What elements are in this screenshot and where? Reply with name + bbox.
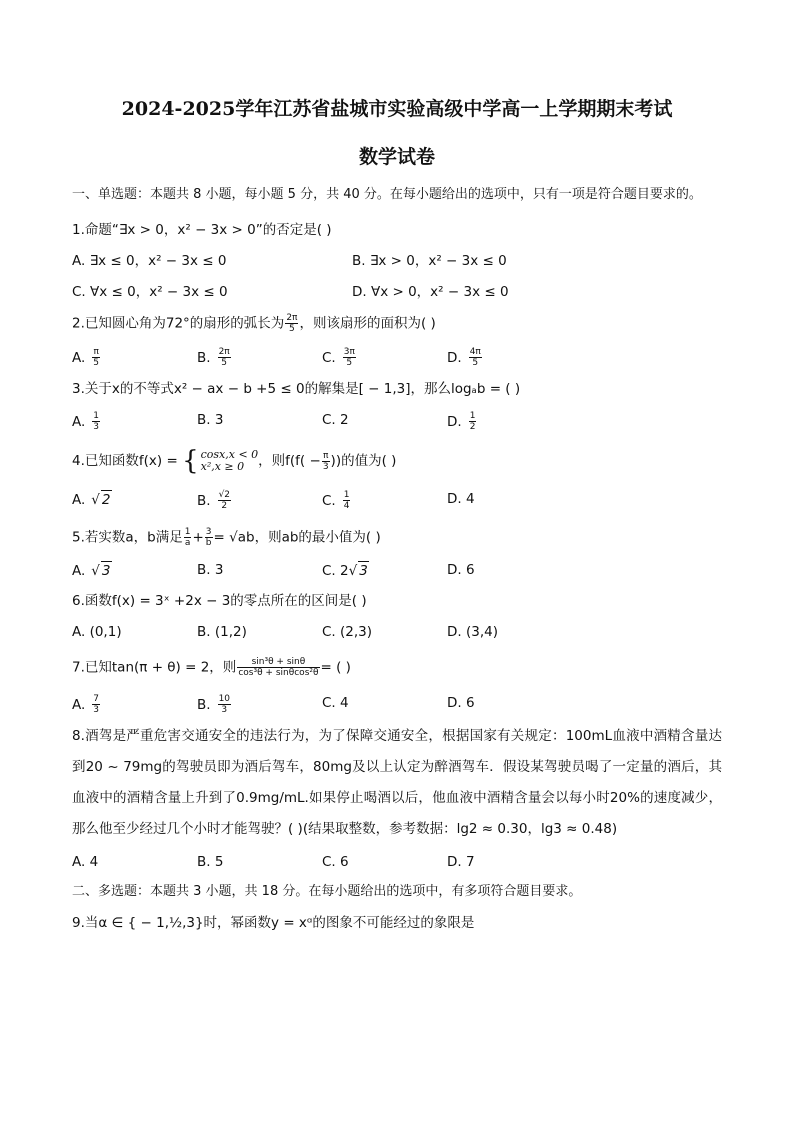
question-2-option-b — [197, 347, 322, 368]
question-8-option-a: A. 4 — [72, 854, 99, 870]
option-label: C. 2 — [322, 563, 349, 579]
sqrt-icon: √ — [91, 492, 100, 508]
option-fraction — [469, 411, 477, 432]
fraction-numerator: 10 — [218, 694, 231, 704]
question-2-stem-text-a: 2.已知圆心角为72°的扇形的弧长为 — [72, 315, 285, 332]
question-1-options-row-1 — [72, 252, 722, 270]
fraction-numerator: 2π — [286, 313, 298, 323]
fraction-numerator: 2π — [218, 347, 230, 357]
fraction-numerator: 7 — [93, 694, 100, 704]
fraction-numerator: 1 — [343, 490, 350, 500]
question-8-option-b: B. 5 — [197, 854, 224, 870]
option-label: A. — [72, 413, 86, 430]
section-multiple-choice-heading: 二、多选题：本题共 3 小题，共 18 分。在每小题给出的选项中，有多项符合题目要求。 — [72, 884, 582, 899]
question-8-options — [72, 853, 722, 871]
option-label: B. — [197, 492, 211, 509]
question-4-stem-text-a: 4.已知函数f(x) = — [72, 453, 178, 469]
question-7-stem-text-a: 7.已知tan(π + θ) = 2，则 — [72, 659, 237, 676]
fraction-denominator: 3 — [221, 705, 228, 715]
question-1-option-c: C. ∀x ≤ 0，x² − 3x ≤ 0 — [72, 284, 228, 300]
fraction-numerator: 4π — [469, 347, 481, 357]
question-1-option-b: B. ∃x > 0，x² − 3x ≤ 0 — [352, 253, 507, 269]
question-4-option-a — [72, 490, 197, 511]
option-label: A. — [72, 349, 86, 366]
question-2-option-d — [447, 347, 572, 368]
fraction-denominator: 5 — [221, 358, 227, 368]
question-2-stem — [72, 313, 722, 334]
fraction-numerator: 3π — [343, 347, 355, 357]
question-5-option-a — [72, 561, 197, 580]
fraction-denominator: 5 — [289, 324, 295, 334]
exam-title: 2024-2025学年江苏省盐城市实验高级中学高一上学期期末考试 — [121, 98, 673, 120]
sqrt-radicand: 3 — [101, 563, 111, 579]
question-5-option-d: D. 6 — [447, 562, 475, 578]
question-4-stem-fraction — [322, 451, 330, 472]
question-8-stem: 8.酒驾是严重危害交通安全的违法行为，为了保障交通安全，根据国家有关规定：100mL血液中酒精含量达到20 ~ 79mg的驾驶员即为酒后驾车，80mg及以上认定为醉酒驾车．假设某驾驶员喝了一定量的酒后，其血液中的酒精含量上升到了0.9mg/mL.如果停止喝酒以后，他血液中酒精含量会以每小时20%的速度减少，那么他至少经过几个小时才能驾驶？( )(结果取整数，参考数据：lg2 ≈ 0.30，lg3 ≈ 0.48) — [72, 728, 722, 837]
question-4-stem-text-b: ，则f(f( − — [258, 453, 321, 469]
sqrt-icon: √ — [348, 563, 358, 579]
question-1-stem: 1.命题“∃x > 0，x² − 3x > 0”的否定是( ) — [72, 222, 332, 238]
option-label: B. — [197, 696, 211, 713]
left-brace: { — [182, 446, 199, 476]
option-fraction — [218, 694, 231, 715]
fraction-numerator: 1 — [184, 527, 191, 537]
fraction-denominator: 2 — [469, 422, 476, 432]
option-fraction — [218, 347, 231, 368]
question-6-option-a: A. (0,1) — [72, 624, 122, 640]
question-5-fraction-1 — [184, 527, 192, 548]
fraction-denominator: 5 — [346, 358, 353, 368]
fraction-numerator: 1 — [93, 411, 100, 421]
fraction-numerator: π — [322, 450, 329, 461]
section-single-choice-heading: 一、单选题：本题共 8 小题，每小题 5 分，共 40 分。在每小题给出的选项中，只有一项是符合题目要求的。 — [72, 187, 702, 202]
exam-subtitle: 数学试卷 — [358, 146, 435, 168]
option-fraction — [92, 347, 100, 368]
question-2-option-c — [322, 347, 447, 368]
question-5-stem-text-b: = √ab，则ab的最小值为( ) — [213, 529, 381, 546]
option-label: A. — [72, 696, 86, 713]
exam-page — [72, 96, 722, 932]
option-fraction — [469, 347, 482, 368]
fraction-denominator: 3 — [93, 705, 100, 715]
option-label: C. — [322, 492, 336, 509]
question-4-stem-text-c: ))的值为( ) — [330, 453, 397, 469]
question-4-option-d: D. 4 — [447, 491, 475, 507]
question-4-option-b — [197, 490, 322, 511]
question-7-option-a — [72, 694, 197, 715]
question-6-stem: 6.函数f(x) = 3ˣ +2x − 3的零点所在的区间是( ) — [72, 593, 367, 609]
question-6-option-d: D. (3,4) — [447, 624, 498, 640]
question-5-option-c — [322, 561, 447, 580]
question-5-options — [72, 561, 722, 580]
question-3-option-d — [447, 411, 572, 432]
question-5-fraction-2 — [205, 527, 213, 548]
question-8-option-d: D. 7 — [447, 854, 475, 870]
question-7-fraction — [237, 657, 319, 678]
question-3-option-c: C. 2 — [322, 412, 349, 428]
fraction-denominator: 4 — [343, 501, 350, 511]
fraction-denominator: cos³θ + sinθcos²θ — [238, 668, 319, 678]
option-label: D. — [447, 413, 462, 430]
question-8-option-c: C. 6 — [322, 854, 349, 870]
fraction-denominator: 5 — [93, 358, 100, 368]
question-3-option-a — [72, 411, 197, 432]
fraction-denominator: 3 — [322, 461, 329, 472]
question-7-option-d: D. 6 — [447, 695, 475, 711]
fraction-numerator: 1 — [469, 411, 476, 421]
option-fraction — [343, 347, 356, 368]
question-5-option-b: B. 3 — [197, 562, 224, 578]
plus-sign: + — [192, 529, 204, 546]
question-5-stem-text-a: 5.若实数a，b满足 — [72, 529, 183, 546]
question-3-options — [72, 411, 722, 432]
question-1-option-d: D. ∀x > 0，x² − 3x ≤ 0 — [352, 284, 509, 300]
question-4-options — [72, 490, 722, 511]
question-7-options — [72, 694, 722, 715]
question-3-stem: 3.关于x的不等式x² − ax − b +5 ≤ 0的解集是[ − 1,3]，那么logₐb = ( ) — [72, 381, 521, 397]
fraction-denominator: 5 — [472, 358, 479, 368]
question-7-option-c: C. 4 — [322, 695, 349, 711]
fraction-numerator: sin³θ + sinθ — [237, 657, 319, 668]
question-5-stem — [72, 527, 722, 548]
fraction-denominator: b — [205, 538, 212, 548]
option-label: A. — [72, 563, 86, 579]
sqrt-icon: √ — [91, 563, 100, 579]
fraction-denominator: a — [184, 538, 191, 548]
question-2-stem-fraction — [285, 313, 298, 334]
question-7-stem-text-b: = ( ) — [320, 659, 351, 676]
fraction-numerator: √2 — [218, 490, 231, 500]
question-6-option-b: B. (1,2) — [197, 624, 247, 640]
piecewise-row-1: cosx,x < 0 — [200, 448, 259, 461]
option-fraction — [92, 694, 100, 715]
option-label: C. — [322, 349, 336, 366]
option-label: D. — [447, 349, 462, 366]
option-label: B. — [197, 349, 211, 366]
piecewise-rows — [201, 449, 259, 473]
question-6-options — [72, 623, 722, 641]
question-3-option-b: B. 3 — [197, 412, 224, 428]
option-label: A. — [72, 492, 86, 508]
option-fraction — [218, 490, 231, 511]
fraction-denominator: 3 — [93, 422, 100, 432]
sqrt-radicand: 2 — [101, 492, 111, 508]
question-4-option-c — [322, 490, 447, 511]
fraction-numerator: 3 — [205, 527, 212, 537]
question-7-option-b — [197, 694, 322, 715]
question-2-options — [72, 347, 722, 368]
option-fraction — [92, 411, 100, 432]
question-2-stem-text-b: ，则该扇形的面积为( ) — [299, 315, 436, 332]
fraction-numerator: π — [93, 347, 99, 357]
fraction-denominator: 2 — [221, 501, 228, 511]
sqrt-radicand: 3 — [359, 563, 368, 579]
question-7-stem — [72, 657, 722, 678]
option-fraction — [343, 490, 351, 511]
question-2-option-a — [72, 347, 197, 368]
piecewise-function — [182, 448, 258, 474]
piecewise-row-2: x²,x ≥ 0 — [200, 460, 245, 473]
question-1-options-row-2 — [72, 283, 722, 301]
question-6-option-c: C. (2,3) — [322, 624, 373, 640]
question-1-option-a: A. ∃x ≤ 0，x² − 3x ≤ 0 — [72, 253, 227, 269]
question-9-stem: 9.当α ∈ { − 1,½,3}时，幂函数y = xᵅ的图象不可能经过的象限是 — [72, 915, 475, 931]
question-4-stem — [72, 448, 722, 474]
